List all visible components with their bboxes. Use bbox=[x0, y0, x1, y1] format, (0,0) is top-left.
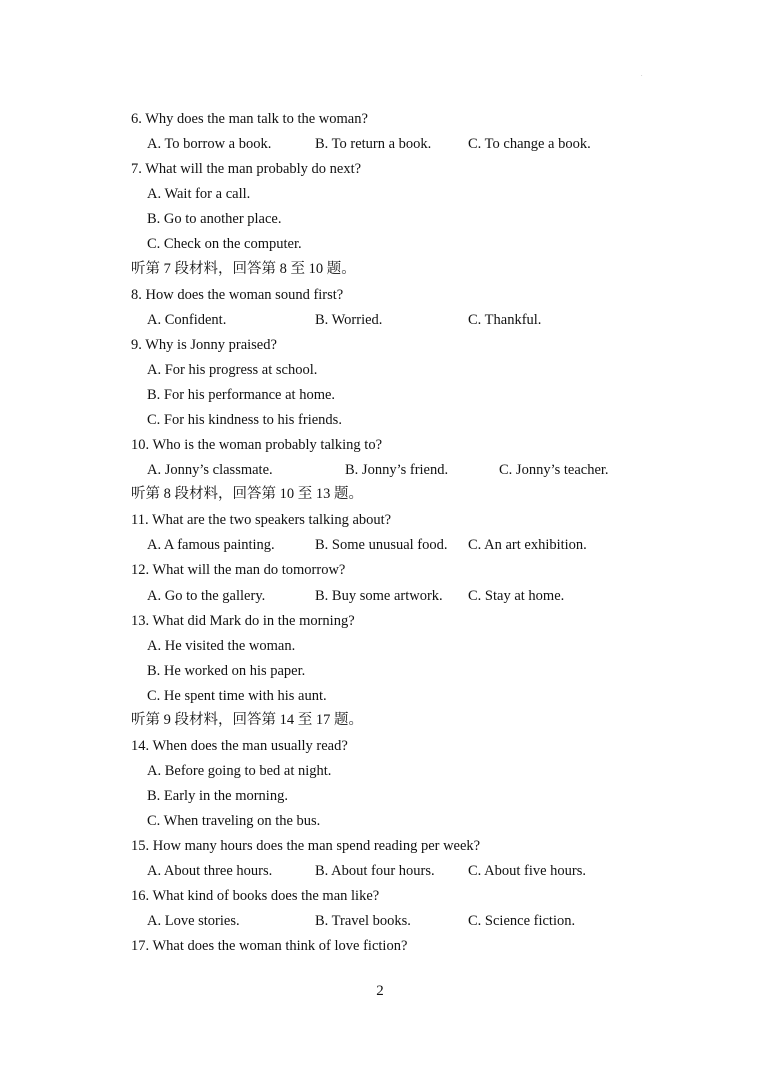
q12-option-c: C. Stay at home. bbox=[468, 588, 565, 604]
question-17: 17. What does the woman think of love fiction? bbox=[131, 938, 408, 954]
q7-option-b: B. Go to another place. bbox=[147, 211, 282, 227]
q11-option-a: A. A famous painting. bbox=[147, 537, 275, 553]
q14-option-a: A. Before going to bed at night. bbox=[147, 763, 332, 779]
q16-option-c: C. Science fiction. bbox=[468, 913, 576, 929]
q9-option-a: A. For his progress at school. bbox=[147, 362, 318, 378]
q13-option-b: B. He worked on his paper. bbox=[147, 663, 306, 679]
q10-option-c: C. Jonny’s teacher. bbox=[499, 462, 609, 478]
q15-option-b: B. About four hours. bbox=[315, 863, 435, 879]
question-9: 9. Why is Jonny praised? bbox=[131, 337, 277, 353]
q13-option-c: C. He spent time with his aunt. bbox=[147, 688, 327, 704]
corner-mark: . bbox=[641, 72, 643, 78]
q16-option-b: B. Travel books. bbox=[315, 913, 411, 929]
q15-option-a: A. About three hours. bbox=[147, 863, 273, 879]
q14-option-b: B. Early in the morning. bbox=[147, 788, 288, 804]
q8-option-c: C. Thankful. bbox=[468, 312, 542, 328]
q13-option-a: A. He visited the woman. bbox=[147, 638, 296, 654]
q6-option-b: B. To return a book. bbox=[315, 136, 432, 152]
q11-option-c: C. An art exhibition. bbox=[468, 537, 587, 553]
q10-option-b: B. Jonny’s friend. bbox=[345, 462, 449, 478]
question-7: 7. What will the man probably do next? bbox=[131, 161, 362, 177]
q9-option-c: C. For his kindness to his friends. bbox=[147, 412, 342, 428]
q9-option-b: B. For his performance at home. bbox=[147, 387, 336, 403]
section-8-heading: 听第 8 段材料，回答第 10 至 13 题。 bbox=[131, 486, 363, 502]
q6-option-c: C. To change a book. bbox=[468, 136, 591, 152]
q10-option-a: A. Jonny’s classmate. bbox=[147, 462, 273, 478]
q7-option-a: A. Wait for a call. bbox=[147, 186, 251, 202]
q14-option-c: C. When traveling on the bus. bbox=[147, 813, 321, 829]
q7-option-c: C. Check on the computer. bbox=[147, 236, 302, 252]
question-14: 14. When does the man usually read? bbox=[131, 738, 348, 754]
q6-option-a: A. To borrow a book. bbox=[147, 136, 272, 152]
page-number: 2 bbox=[376, 983, 384, 999]
q11-option-b: B. Some unusual food. bbox=[315, 537, 448, 553]
section-9-heading: 听第 9 段材料，回答第 14 至 17 题。 bbox=[131, 712, 363, 728]
question-8: 8. How does the woman sound first? bbox=[131, 287, 344, 303]
question-16: 16. What kind of books does the man like? bbox=[131, 888, 380, 904]
q16-option-a: A. Love stories. bbox=[147, 913, 240, 929]
q12-option-a: A. Go to the gallery. bbox=[147, 588, 266, 604]
question-10: 10. Who is the woman probably talking to? bbox=[131, 437, 383, 453]
question-11: 11. What are the two speakers talking about? bbox=[131, 512, 392, 528]
question-12: 12. What will the man do tomorrow? bbox=[131, 562, 346, 578]
question-6: 6. Why does the man talk to the woman? bbox=[131, 111, 368, 127]
q8-option-b: B. Worried. bbox=[315, 312, 383, 328]
q12-option-b: B. Buy some artwork. bbox=[315, 588, 443, 604]
section-7-heading: 听第 7 段材料，回答第 8 至 10 题。 bbox=[131, 261, 356, 277]
q15-option-c: C. About five hours. bbox=[468, 863, 587, 879]
q8-option-a: A. Confident. bbox=[147, 312, 227, 328]
question-15: 15. How many hours does the man spend reading per week? bbox=[131, 838, 481, 854]
question-13: 13. What did Mark do in the morning? bbox=[131, 613, 355, 629]
